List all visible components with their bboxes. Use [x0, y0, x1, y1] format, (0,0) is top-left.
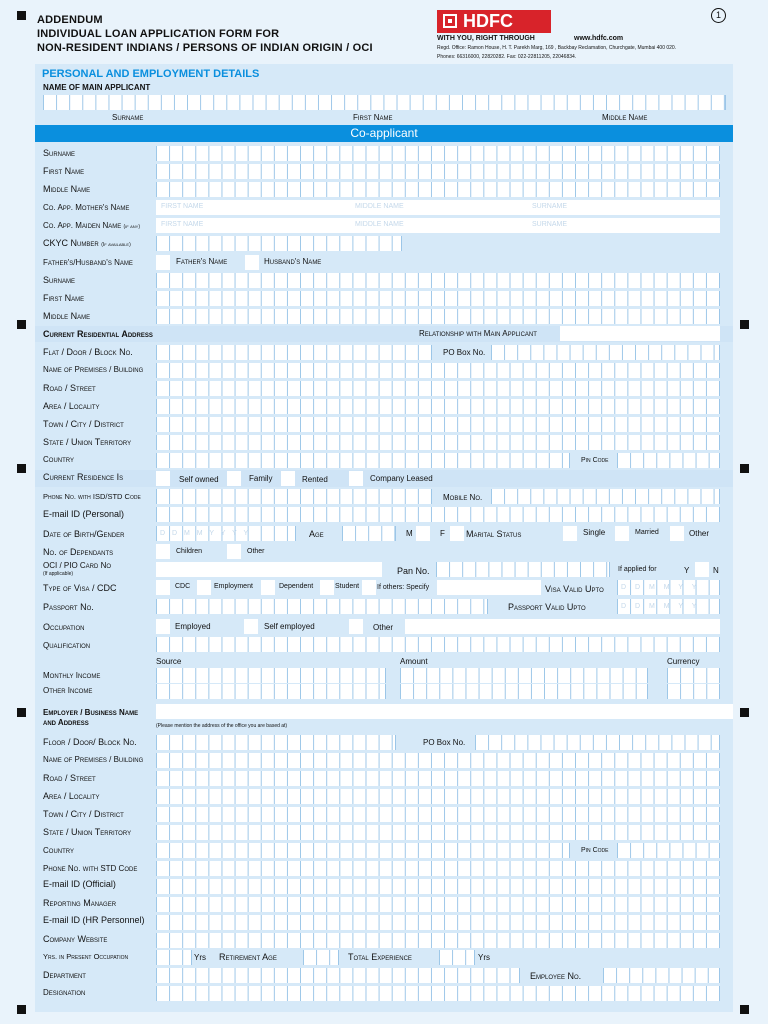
maiden-name-label: Co. App. Maiden Name (if any)	[43, 221, 140, 230]
other-source-boxes[interactable]	[156, 684, 386, 699]
emp-country-boxes[interactable]	[156, 843, 570, 858]
employment-visa-checkbox[interactable]	[197, 580, 211, 595]
student-visa-label: Student	[335, 583, 360, 590]
middle-name-caption: Middle Name	[602, 113, 648, 122]
tagline: WITH YOU, RIGHT THROUGH	[437, 35, 535, 42]
co-first-name-boxes[interactable]	[156, 164, 720, 179]
oci-field[interactable]	[156, 562, 382, 577]
emp-country-label: Country	[43, 846, 75, 855]
section-title: PERSONAL AND EMPLOYMENT DETAILS	[42, 68, 260, 80]
form-title-line2: INDIVIDUAL LOAN APPLICATION FORM FOR	[37, 28, 280, 40]
monthly-currency-boxes[interactable]	[667, 668, 720, 683]
current-residence-label: Current Residence Is	[43, 472, 124, 482]
total-experience-label: Total Experience	[348, 952, 412, 962]
mother-middle-placeholder: MIDDLE NAME	[355, 203, 404, 210]
other-marital-checkbox[interactable]	[670, 526, 684, 541]
emp-area-label: Area / Locality	[43, 791, 100, 801]
qualification-label: Qualification	[43, 641, 91, 650]
other-amount-boxes[interactable]	[400, 684, 648, 699]
road-boxes[interactable]	[156, 381, 720, 396]
if-others-label: If others: Specify	[377, 584, 430, 591]
currency-caption: Currency	[667, 657, 700, 666]
hdfc-logo-icon	[443, 14, 457, 28]
reporting-manager-label: Reporting Manager	[43, 898, 117, 908]
mother-surname-placeholder: SURNAME	[532, 203, 568, 210]
co-surname2-boxes[interactable]	[156, 273, 720, 288]
other-occupation-label: Other	[373, 623, 394, 632]
main-applicant-name-boxes[interactable]	[43, 95, 726, 110]
employer-note: (Please mention the address of the office you are based at)	[156, 723, 288, 729]
total-experience-boxes[interactable]	[439, 950, 475, 965]
no-label: N	[713, 566, 719, 575]
age-label: Age	[309, 529, 324, 539]
po-box-boxes[interactable]	[491, 345, 720, 360]
ckyc-label: CKYC Number (If available)	[43, 238, 131, 248]
visa-valid-label: Visa Valid Upto	[545, 584, 604, 594]
student-visa-checkbox[interactable]	[320, 580, 334, 595]
dependants-label: No. of Dependants	[43, 547, 114, 557]
employee-no-label: Employee No.	[530, 971, 582, 981]
phone-boxes[interactable]	[156, 489, 432, 504]
area-boxes[interactable]	[156, 399, 720, 414]
yrs-present-label: Yrs. in Present Occupation	[43, 952, 129, 961]
visa-type-label: Type of Visa / CDC	[43, 583, 117, 593]
emp-premises-boxes[interactable]	[156, 753, 720, 768]
mother-name-label: Co. App. Mother's Name	[43, 203, 130, 212]
first-name-caption: First Name	[353, 113, 393, 122]
cdc-label: CDC	[175, 583, 191, 590]
designation-label: Designation	[43, 988, 86, 997]
company-leased-checkbox[interactable]	[349, 471, 363, 486]
dependent-visa-label: Dependent	[279, 583, 314, 590]
employed-label: Employed	[175, 622, 211, 631]
premises-boxes[interactable]	[156, 363, 720, 378]
country-label: Country	[43, 455, 75, 464]
state-label: State / Union Territory	[43, 437, 132, 447]
employment-visa-label: Employment	[214, 583, 253, 590]
other-dependants-label: Other	[247, 548, 265, 555]
retirement-age-boxes[interactable]	[303, 950, 339, 965]
single-checkbox[interactable]	[563, 526, 577, 541]
maiden-first-placeholder: FIRST NAME	[161, 221, 204, 228]
maiden-middle-placeholder: MIDDLE NAME	[355, 221, 404, 228]
oci-label: OCI / PIO Card No	[43, 561, 112, 570]
email-personal-label: E-mail ID (Personal)	[43, 509, 125, 519]
employer-name-field[interactable]	[156, 704, 733, 719]
co-first-name2-label: First Name	[43, 293, 85, 303]
yrs-label: Yrs	[194, 953, 206, 962]
premises-label: Name of Premises / Building	[43, 365, 144, 374]
mother-name-field[interactable]	[156, 200, 720, 215]
registration-mark	[17, 11, 26, 20]
form-title-line3: NON-RESIDENT INDIANS / PERSONS OF INDIAN ORIGIN / OCI	[37, 42, 373, 54]
emp-area-boxes[interactable]	[156, 789, 720, 804]
co-applicant-bar: Co-applicant	[35, 125, 733, 142]
others-visa-checkbox[interactable]	[362, 580, 376, 595]
pan-label: Pan No.	[397, 566, 430, 576]
husband-checkbox[interactable]	[245, 255, 259, 270]
yes-label: Y	[684, 566, 690, 575]
father-husband-label: Father's/Husband's Name	[43, 258, 133, 267]
registration-mark	[17, 320, 26, 329]
emp-state-boxes[interactable]	[156, 825, 720, 840]
other-occupation-field[interactable]	[405, 619, 720, 634]
if-applied-label: If applied for	[618, 566, 657, 573]
registration-mark	[740, 708, 749, 717]
other-occupation-checkbox[interactable]	[349, 619, 363, 634]
flat-boxes[interactable]	[156, 345, 432, 360]
co-middle-name2-label: Middle Name	[43, 311, 91, 321]
email-hr-label: E-mail ID (HR Personnel)	[43, 915, 145, 925]
relationship-field[interactable]	[560, 326, 720, 341]
father-checkbox[interactable]	[156, 255, 170, 270]
dob-gender-label: Date of Birth/Gender	[43, 529, 125, 539]
registration-mark	[17, 1005, 26, 1014]
single-label: Single	[583, 528, 606, 537]
female-label: F	[440, 529, 445, 538]
qualification-boxes[interactable]	[156, 637, 720, 652]
registration-mark	[740, 1005, 749, 1014]
emp-phone-label: Phone No. with STD Code	[43, 864, 138, 873]
email-official-label: E-mail ID (Official)	[43, 879, 116, 889]
registration-mark	[740, 464, 749, 473]
emp-town-boxes[interactable]	[156, 807, 720, 822]
pin-label: Pin Code	[581, 457, 609, 464]
husbands-name-label: Husband's Name	[264, 257, 322, 266]
emp-po-box-boxes[interactable]	[475, 735, 720, 750]
others-specify-field[interactable]	[437, 580, 541, 595]
flat-label: Flat / Door / Block No.	[43, 347, 133, 357]
pin-boxes[interactable]	[617, 453, 720, 468]
email-hr-boxes[interactable]	[156, 915, 720, 930]
hdfc-logo	[437, 10, 551, 33]
male-checkbox[interactable]	[416, 526, 430, 541]
other-dependants-field[interactable]	[227, 544, 241, 559]
other-income-label: Other Income	[43, 686, 93, 695]
regd-office: Regd. Office: Ramon House, H. T. Parekh Marg, 169 , Backbay Reclamation, Churchgate, Mumbai 400 020.	[437, 45, 677, 51]
state-boxes[interactable]	[156, 435, 720, 450]
monthly-source-boxes[interactable]	[156, 668, 386, 683]
application-form	[35, 64, 733, 1012]
occupation-label: Occupation	[43, 622, 85, 632]
children-label: Children	[176, 548, 203, 555]
passport-valid-label: Passport Valid Upto	[508, 602, 586, 612]
form-title-line1: ADDENDUM	[37, 14, 103, 26]
family-checkbox[interactable]	[227, 471, 241, 486]
emp-pin-boxes[interactable]	[617, 843, 720, 858]
amount-caption: Amount	[400, 657, 428, 666]
company-website-boxes[interactable]	[156, 933, 720, 948]
mother-first-placeholder: FIRST NAME	[161, 203, 204, 210]
co-middle-name2-boxes[interactable]	[156, 309, 720, 324]
emp-state-label: State / Union Territory	[43, 827, 132, 837]
designation-boxes[interactable]	[156, 986, 720, 1001]
co-surname-boxes[interactable]	[156, 146, 720, 161]
registration-mark	[740, 320, 749, 329]
monthly-amount-boxes[interactable]	[400, 668, 648, 683]
emp-phone-boxes[interactable]	[156, 861, 720, 876]
town-label: Town / City / District	[43, 419, 124, 429]
co-surname-label: Surname	[43, 148, 76, 158]
self-employed-checkbox[interactable]	[244, 619, 258, 634]
co-surname2-label: Surname	[43, 275, 76, 285]
visa-valid-placeholder: D D M M Y Y	[621, 584, 700, 591]
retirement-age-label: Retirement Age	[219, 952, 277, 962]
female-checkbox[interactable]	[450, 526, 464, 541]
applied-yes-checkbox[interactable]	[695, 562, 709, 577]
pan-boxes[interactable]	[436, 562, 610, 577]
self-employed-label: Self employed	[264, 622, 315, 631]
co-first-name-label: First Name	[43, 166, 85, 176]
yrs-present-boxes[interactable]	[156, 950, 192, 965]
town-boxes[interactable]	[156, 417, 720, 432]
relationship-label: Relationship with Main Applicant	[419, 329, 537, 338]
phones: Phones: 66316000, 22820282. Fax: 022-22811205, 22046834.	[437, 54, 577, 60]
po-box-label: PO Box No.	[443, 348, 486, 357]
employee-no-boxes[interactable]	[603, 968, 720, 983]
yrs2-label: Yrs	[478, 953, 490, 962]
reporting-manager-boxes[interactable]	[156, 897, 720, 912]
company-website-label: Company Website	[43, 934, 108, 944]
emp-town-label: Town / City / District	[43, 809, 124, 819]
married-checkbox[interactable]	[615, 526, 629, 541]
area-label: Area / Locality	[43, 401, 100, 411]
department-label: Department	[43, 970, 86, 980]
mobile-label: Mobile No.	[443, 493, 483, 502]
emp-premises-label: Name of Premises / Building	[43, 755, 144, 764]
website: www.hdfc.com	[574, 35, 624, 42]
department-boxes[interactable]	[156, 968, 520, 983]
road-label: Road / Street	[43, 383, 96, 393]
co-middle-name-label: Middle Name	[43, 184, 91, 194]
email-official-boxes[interactable]	[156, 879, 720, 894]
mobile-boxes[interactable]	[491, 489, 720, 504]
passport-valid-placeholder: D D M M Y Y	[621, 603, 700, 610]
dependent-visa-checkbox[interactable]	[261, 580, 275, 595]
page-number: 1	[711, 8, 726, 23]
monthly-income-label: Monthly Income	[43, 671, 101, 680]
residential-address-heading: Current Residential Address	[43, 329, 153, 339]
rented-checkbox[interactable]	[281, 471, 295, 486]
company-leased-label: Company Leased	[370, 474, 433, 483]
male-label: M	[406, 529, 413, 538]
registration-mark	[17, 708, 26, 717]
maiden-surname-placeholder: SURNAME	[532, 221, 568, 228]
emp-pin-label: Pin Code	[581, 847, 609, 854]
emp-floor-boxes[interactable]	[156, 735, 396, 750]
surname-caption: Surname	[112, 113, 144, 122]
cdc-checkbox[interactable]	[156, 580, 170, 595]
passport-boxes[interactable]	[156, 599, 488, 614]
co-middle-name-boxes[interactable]	[156, 182, 720, 197]
employer-name-label: Employer / Business Name	[43, 708, 139, 717]
source-caption: Source	[156, 657, 182, 666]
oci-note: (If applicable)	[43, 571, 74, 577]
married-label: Married	[635, 529, 659, 536]
main-applicant-label: NAME OF MAIN APPLICANT	[43, 83, 151, 92]
employed-checkbox[interactable]	[156, 619, 170, 634]
emp-floor-label: Floor / Door/ Block No.	[43, 737, 137, 747]
email-personal-boxes[interactable]	[156, 507, 720, 522]
ckyc-boxes[interactable]	[156, 236, 402, 251]
age-boxes[interactable]	[342, 526, 396, 541]
logo-text: HDFC	[463, 11, 513, 31]
country-boxes[interactable]	[156, 453, 570, 468]
emp-po-box-label: PO Box No.	[423, 738, 466, 747]
self-owned-checkbox[interactable]	[156, 471, 170, 486]
dob-placeholder: D D M M Y Y Y Y	[160, 530, 251, 537]
children-field[interactable]	[156, 544, 170, 559]
emp-road-boxes[interactable]	[156, 771, 720, 786]
fathers-name-label: Father's Name	[176, 257, 228, 266]
other-marital-label: Other	[689, 529, 710, 538]
family-label: Family	[249, 474, 273, 483]
rented-label: Rented	[302, 475, 328, 484]
phone-label: Phone No. with ISD/STD Code	[43, 492, 141, 501]
passport-label: Passport No.	[43, 602, 94, 612]
other-currency-boxes[interactable]	[667, 684, 720, 699]
marital-status-label: Marital Status	[466, 529, 522, 539]
emp-road-label: Road / Street	[43, 773, 96, 783]
maiden-name-field[interactable]	[156, 218, 720, 233]
co-first-name2-boxes[interactable]	[156, 291, 720, 306]
employer-address-label: and Address	[43, 718, 89, 727]
registration-mark	[17, 464, 26, 473]
self-owned-label: Self owned	[179, 475, 219, 484]
